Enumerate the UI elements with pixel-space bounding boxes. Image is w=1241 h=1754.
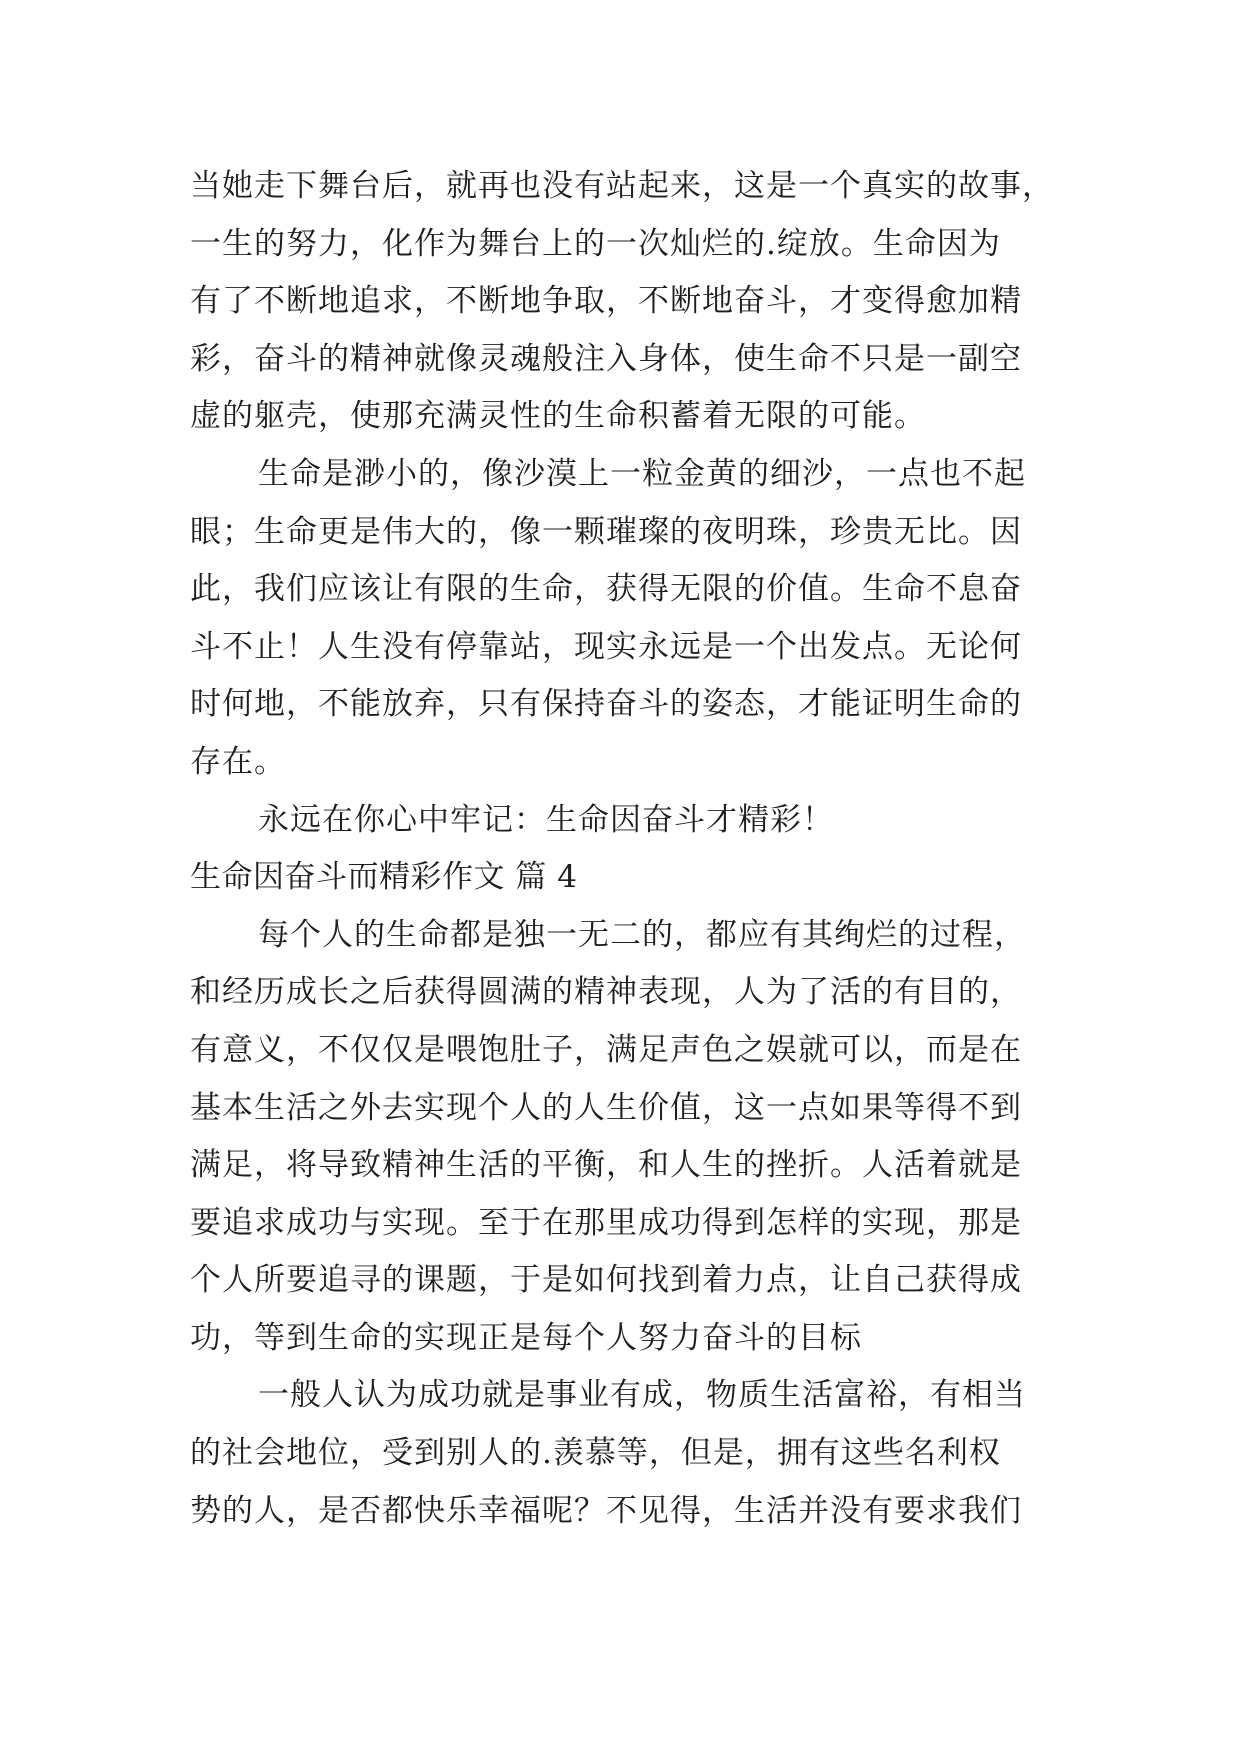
text-line: 的社会地位，受到别人的.羡慕等，但是，拥有这些名利权 (190, 1435, 1001, 1472)
paragraph (190, 446, 1060, 792)
text-line: 虚的躯壳，使那充满灵性的生命积蓄着无限的可能。 (190, 398, 926, 435)
text-line: 要追求成功与实现。至于在那里成功得到怎样的实现，那是 (190, 1204, 1022, 1241)
text-line: 势的人，是否都快乐幸福呢？不见得，生活并没有要求我们 (190, 1492, 1022, 1529)
text-line: 生命是渺小的，像沙漠上一粒金黄的细沙，一点也不起 (258, 455, 1026, 492)
paragraph (190, 158, 1060, 446)
text-line: 彩，奋斗的精神就像灵魂般注入身体，使生命不只是一副空 (190, 340, 1022, 377)
section-heading: 生命因奋斗而精彩作文 篇 4 (190, 859, 578, 896)
text-line: 一般人认为成功就是事业有成，物质生活富裕，有相当 (258, 1377, 1026, 1414)
text-line: 有意义，不仅仅是喂饱肚子，满足声色之娱就可以，而是在 (190, 1031, 1022, 1068)
text-line: 当她走下舞台后，就再也没有站起来，这是一个真实的故事， (190, 168, 1054, 204)
text-line: 斗不止！人生没有停靠站，现实永远是一个出发点。无论何 (190, 628, 1022, 665)
text-line: 个人所要追寻的课题，于是如何找到着力点，让自己获得成 (190, 1262, 1022, 1299)
text-line: 存在。 (190, 743, 286, 780)
text-line: 此，我们应该让有限的生命，获得无限的价值。生命不息奋 (190, 571, 1022, 608)
paragraph (190, 1367, 1060, 1540)
text-line: 时何地，不能放弃，只有保持奋斗的姿态，才能证明生命的 (190, 686, 1022, 723)
text-line: 功，等到生命的实现正是每个人努力奋斗的目标 (190, 1319, 862, 1356)
text-line: 永远在你心中牢记：生命因奋斗才精彩！ (258, 801, 834, 838)
text-line: 满足，将导致精神生活的平衡，和人生的挫折。人活着就是 (190, 1147, 1022, 1184)
document-body (190, 158, 1060, 1540)
paragraph (190, 792, 1060, 850)
text-line: 和经历成长之后获得圆满的精神表现，人为了活的有目的， (190, 974, 1022, 1011)
text-line: 有了不断地追求，不断地争取，不断地奋斗，才变得愈加精 (190, 283, 1022, 320)
paragraph (190, 907, 1060, 1368)
text-line: 基本生活之外去实现个人的人生价值，这一点如果等得不到 (190, 1089, 1022, 1126)
text-line: 眼；生命更是伟大的，像一颗璀璨的夜明珠，珍贵无比。因 (190, 513, 1022, 550)
text-line: 一生的努力，化作为舞台上的一次灿烂的.绽放。生命因为 (190, 225, 1001, 262)
text-line: 每个人的生命都是独一无二的，都应有其绚烂的过程， (258, 916, 1026, 953)
